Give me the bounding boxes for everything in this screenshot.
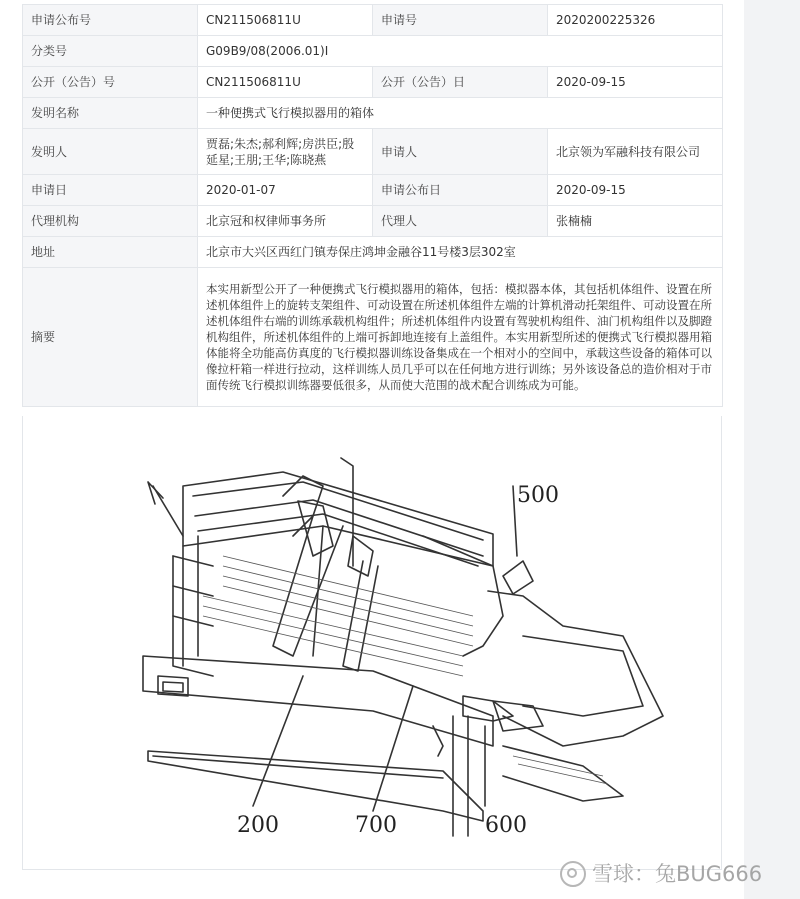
- table-row: [23, 206, 723, 237]
- field-label: 摘要: [23, 268, 198, 407]
- patent-drawing-svg: [23, 416, 722, 870]
- field-label: 公开（公告）号: [23, 67, 198, 98]
- field-label: 发明名称: [23, 98, 198, 129]
- side-panel-background: [744, 0, 800, 899]
- watermark-text: 雪球：兔BUG666: [592, 862, 763, 886]
- field-label: 发明人: [23, 129, 198, 175]
- figure-label-500: 500: [517, 483, 559, 508]
- field-label: 地址: [23, 237, 198, 268]
- field-label: 申请日: [23, 175, 198, 206]
- applicant-value: 北京领为军融科技有限公司: [548, 129, 723, 175]
- figure-label-600: 600: [485, 813, 527, 838]
- application-no-value: 2020200225326: [548, 5, 723, 36]
- inventors-value: 贾磊;朱杰;郝利辉;房洪臣;殷延星;王朋;王华;陈晓燕: [198, 129, 373, 175]
- application-pub-date-value: 2020-09-15: [548, 175, 723, 206]
- field-label: 分类号: [23, 36, 198, 67]
- field-label: 代理机构: [23, 206, 198, 237]
- field-label: 申请人: [373, 129, 548, 175]
- field-label: 代理人: [373, 206, 548, 237]
- table-row: [23, 98, 723, 129]
- pub-date-value: 2020-09-15: [548, 67, 723, 98]
- table-row: [23, 129, 723, 175]
- patent-drawing: [22, 416, 722, 870]
- abstract-value: 本实用新型公开了一种便携式飞行模拟器用的箱体，包括：模拟器本体，其包括机体组件、设置在所述机体组件上的旋转支架组件、可动设置在所述机体组件左端的计算机滑动托架组件、可动设置在所述机体组件右端的训练承载机构组件；所述机体组件内设置有驾驶机构组件、油门机构组件以及脚蹬机构组件，所述机体组件的上端可拆卸地连接有上盖组件。本实用新型所述的便携式飞行模拟器用箱体能将全功能高仿真度的飞行模拟器训练设备集成在一个相对小的空间中，承载这些设备的箱体可以像拉杆箱一样进行拉动，这样训练人员几乎可以在任何地方进行训练；另外该设备总的造价相对于市面传统飞行模拟训练器要低很多，从而使大范围的战术配合训练成为可能。: [198, 268, 723, 407]
- field-label: 申请号: [373, 5, 548, 36]
- table-row: [23, 36, 723, 67]
- field-label: 申请公布日: [373, 175, 548, 206]
- table-row: [23, 67, 723, 98]
- table-row: [23, 5, 723, 36]
- snowball-logo-icon: [560, 861, 586, 887]
- application-date-value: 2020-01-07: [198, 175, 373, 206]
- address-value: 北京市大兴区西红门镇寿保庄鸿坤金融谷11号楼3层302室: [198, 237, 723, 268]
- table-row: [23, 237, 723, 268]
- figure-label-700: 700: [355, 813, 397, 838]
- watermark: [560, 858, 762, 888]
- application-pub-no-value: CN211506811U: [198, 5, 373, 36]
- patent-info-table: [22, 4, 723, 407]
- pub-no-value: CN211506811U: [198, 67, 373, 98]
- field-label: 申请公布号: [23, 5, 198, 36]
- field-label: 公开（公告）日: [373, 67, 548, 98]
- invention-name-value: 一种便携式飞行模拟器用的箱体: [198, 98, 723, 129]
- agency-value: 北京冠和权律师事务所: [198, 206, 373, 237]
- table-row: [23, 268, 723, 407]
- classification-value: G09B9/08(2006.01)I: [198, 36, 723, 67]
- table-row: [23, 175, 723, 206]
- figure-label-200: 200: [237, 813, 279, 838]
- agent-value: 张楠楠: [548, 206, 723, 237]
